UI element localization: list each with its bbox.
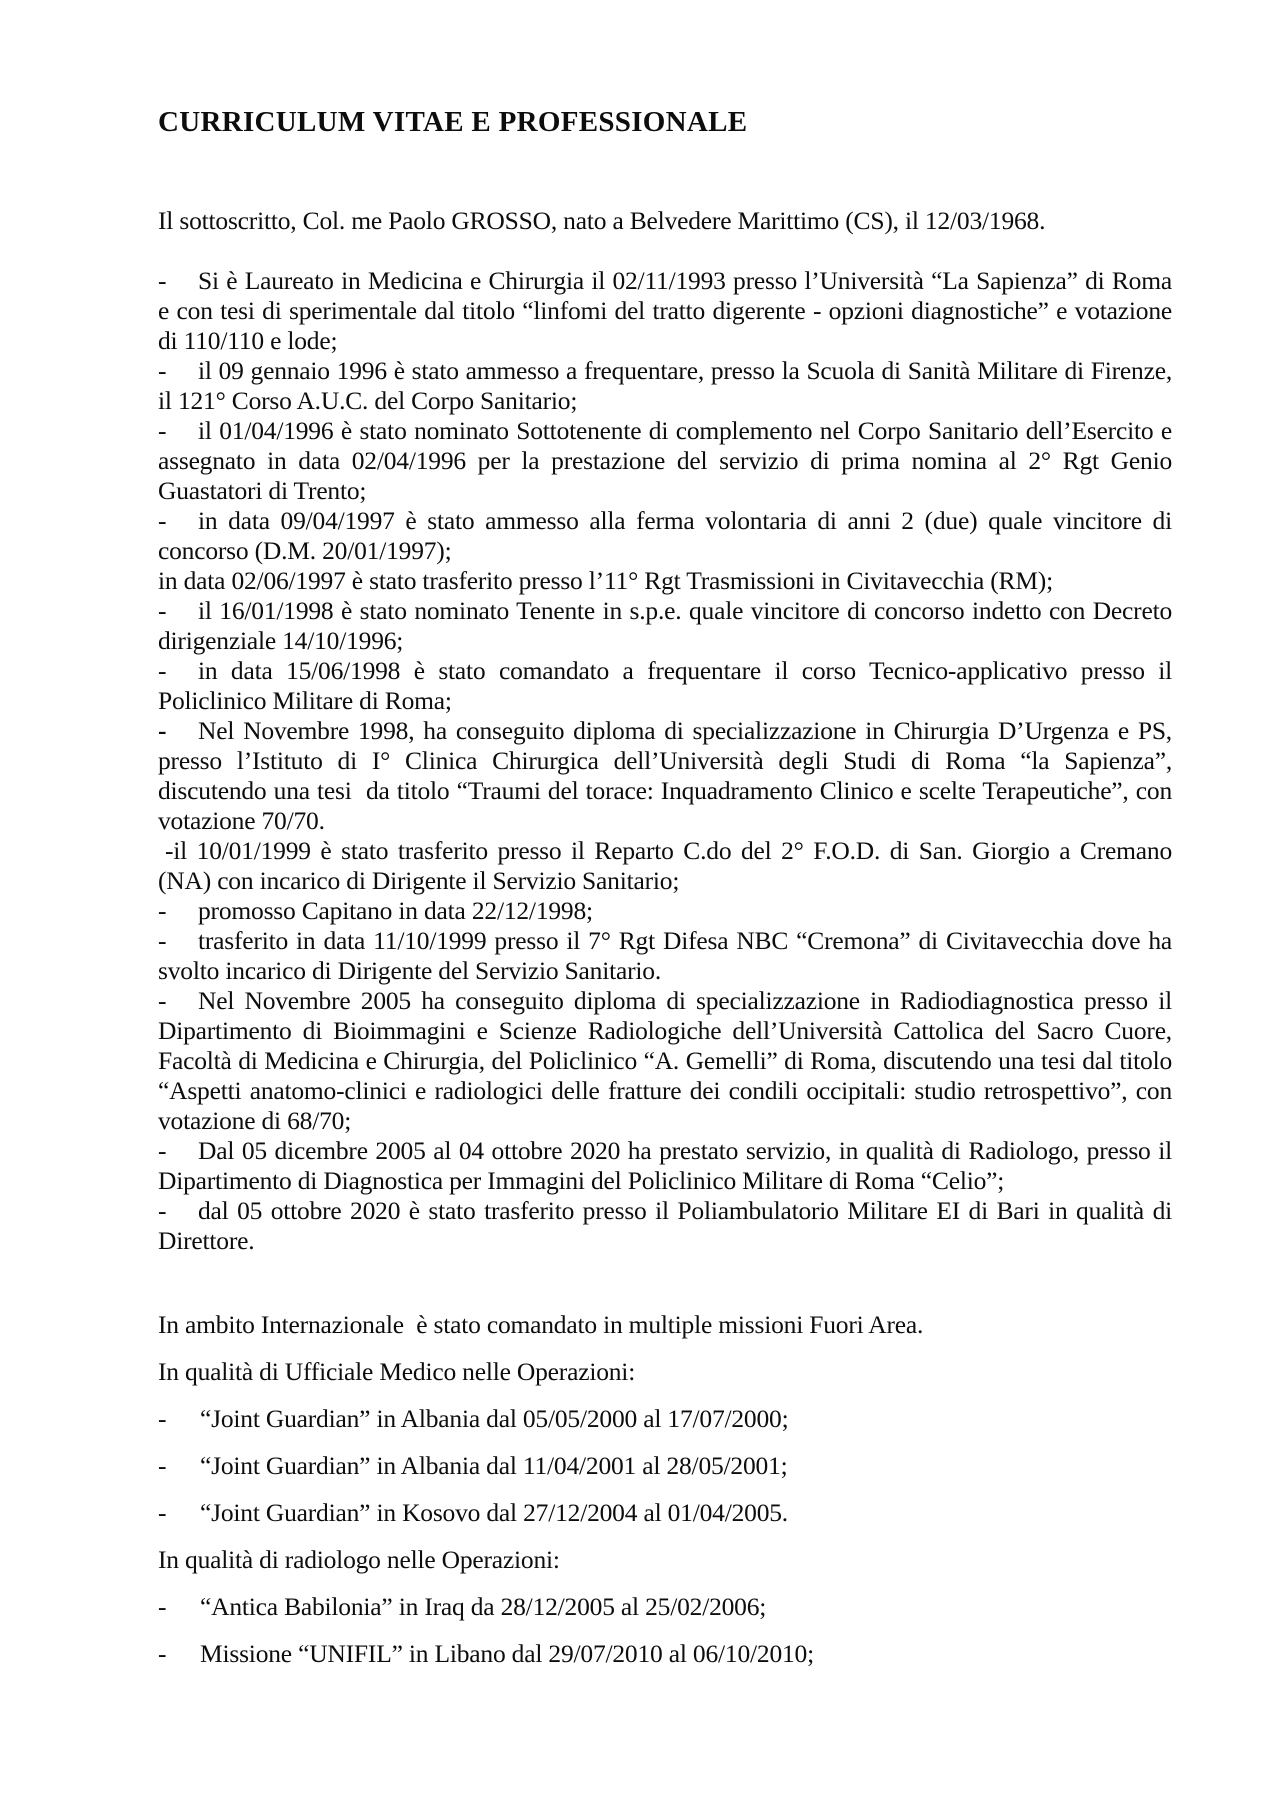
list-dash-marker: - — [158, 656, 167, 685]
list-dash-marker: - — [158, 506, 167, 535]
document-title: CURRICULUM VITAE E PROFESSIONALE — [158, 106, 748, 138]
mission-item — [158, 1404, 1172, 1434]
list-dash-marker: - — [158, 1639, 167, 1668]
list-dash-marker: - — [158, 1592, 167, 1621]
international-missions-section — [158, 1310, 1172, 1669]
list-dash-marker: - — [158, 1196, 167, 1225]
medical-operations-heading: In qualità di Ufficiale Medico nelle Operazioni: — [158, 1357, 636, 1386]
career-item-text: dal 05 ottobre 2020 è stato trasferito presso il Poliambulatorio Militare EI di Bari in qualità di Direttore. — [158, 1196, 1172, 1255]
career-item — [158, 566, 1172, 596]
career-item-text: il 09 gennaio 1996 è stato ammesso a frequentare, presso la Scuola di Sanità Militare di Firenze, il 121° Corso A.U.C. del Corpo Sanitario; — [158, 356, 1172, 415]
list-dash-marker: - — [158, 986, 167, 1015]
mission-item-text: “Antica Babilonia” in Iraq da 28/12/2005 al 25/02/2006; — [200, 1592, 767, 1621]
career-history-section — [158, 266, 1172, 1256]
career-item — [158, 356, 1172, 416]
career-item-text: in data 02/06/1997 è stato trasferito presso l’11° Rgt Trasmissioni in Civitavecchia (RM); — [158, 566, 1053, 595]
list-dash-marker: - — [158, 596, 167, 625]
mission-item — [158, 1639, 1172, 1669]
career-item-text: il 16/01/1998 è stato nominato Tenente in s.p.e. quale vincitore di concorso indetto con Decreto dirigenziale 14/10/1996; — [158, 596, 1172, 655]
career-item — [158, 656, 1172, 716]
career-item-text: in data 09/04/1997 è stato ammesso alla ferma volontaria di anni 2 (due) quale vincitore di concorso (D.M. 20/01/1997); — [158, 506, 1172, 565]
list-dash-marker: - — [158, 716, 167, 745]
career-item-text: Nel Novembre 1998, ha conseguito diploma di specializzazione in Chirurgia D’Urgenza e PS, presso l’Istituto di I° Clinica Chirurgica dell’Università degli Studi di Roma “la Sapienza”, discutendo una tesi da titolo “Traumi del torace: Inquadramento Clinico e scelte Terapeutiche”, con votazione 70/70. — [158, 716, 1172, 835]
career-item-text: promosso Capitano in data 22/12/1998; — [198, 896, 593, 925]
career-item-text: in data 15/06/1998 è stato comandato a frequentare il corso Tecnico-applicativo presso il Policlinico Militare di Roma; — [158, 656, 1172, 715]
list-dash-marker: - — [158, 266, 167, 295]
career-item — [158, 986, 1172, 1136]
mission-item — [158, 1592, 1172, 1622]
intro-paragraph: Il sottoscritto, Col. me Paolo GROSSO, nato a Belvedere Marittimo (CS), il 12/03/1968. — [158, 206, 1046, 235]
list-dash-marker: - — [158, 1136, 167, 1165]
career-item — [158, 596, 1172, 656]
mission-item — [158, 1498, 1172, 1528]
career-item — [158, 836, 1172, 896]
career-item-text: Si è Laureato in Medicina e Chirurgia il 02/11/1993 presso l’Università “La Sapienza” di Roma e con tesi di sperimentale dal titolo “linfomi del tratto digerente - opzioni diagnostiche” e votazione di 110/110 e lode; — [158, 266, 1172, 355]
career-item-text: -il 10/01/1999 è stato trasferito presso il Reparto C.do del 2° F.O.D. di San. Giorgio a Cremano (NA) con incarico di Dirigente il Servizio Sanitario; — [158, 836, 1172, 895]
career-item — [158, 926, 1172, 986]
career-item — [158, 896, 1172, 926]
career-item — [158, 266, 1172, 356]
mission-item-text: Missione “UNIFIL” in Libano dal 29/07/2010 al 06/10/2010; — [200, 1639, 814, 1668]
mission-item — [158, 1451, 1172, 1481]
radiology-operations-heading: In qualità di radiologo nelle Operazioni: — [158, 1545, 560, 1574]
mission-item-text: “Joint Guardian” in Albania dal 11/04/2001 al 28/05/2001; — [200, 1451, 788, 1480]
career-item — [158, 1136, 1172, 1196]
list-dash-marker: - — [158, 1451, 167, 1480]
list-dash-marker: - — [158, 1404, 167, 1433]
career-item — [158, 716, 1172, 836]
career-item-text: Dal 05 dicembre 2005 al 04 ottobre 2020 ha prestato servizio, in qualità di Radiologo, presso il Dipartimento di Diagnostica per Immagini del Policlinico Militare di Roma “Celio”; — [158, 1136, 1172, 1195]
list-dash-marker: - — [158, 1498, 167, 1527]
list-dash-marker: - — [158, 356, 167, 385]
career-item — [158, 416, 1172, 506]
international-lead: In ambito Internazionale è stato comandato in multiple missioni Fuori Area. — [158, 1310, 924, 1339]
list-dash-marker: - — [158, 416, 167, 445]
career-item — [158, 1196, 1172, 1256]
mission-item-text: “Joint Guardian” in Kosovo dal 27/12/2004 al 01/04/2005. — [200, 1498, 788, 1527]
career-item-text: il 01/04/1996 è stato nominato Sottotenente di complemento nel Corpo Sanitario dell’Esercito e assegnato in data 02/04/1996 per la prestazione del servizio di prima nomina al 2° Rgt Genio Guastatori di Trento; — [158, 416, 1172, 505]
mission-item-text: “Joint Guardian” in Albania dal 05/05/2000 al 17/07/2000; — [200, 1404, 789, 1433]
career-item-text: Nel Novembre 2005 ha conseguito diploma di specializzazione in Radiodiagnostica presso il Dipartimento di Bioimmagini e Scienze Radiologiche dell’Università Cattolica del Sacro Cuore, Facoltà di Medicina e Chirurgia, del Policlinico “A. Gemelli” di Roma, discutendo una tesi dal titolo “Aspetti anatomo-clinici e radiologici delle fratture dei condili occipitali: studio retrospettivo”, con votazione di 68/70; — [158, 986, 1172, 1135]
career-item — [158, 506, 1172, 566]
career-item-text: trasferito in data 11/10/1999 presso il 7° Rgt Difesa NBC “Cremona” di Civitavecchia dove ha svolto incarico di Dirigente del Servizio Sanitario. — [158, 926, 1172, 985]
list-dash-marker: - — [158, 896, 167, 925]
list-dash-marker: - — [158, 926, 167, 955]
